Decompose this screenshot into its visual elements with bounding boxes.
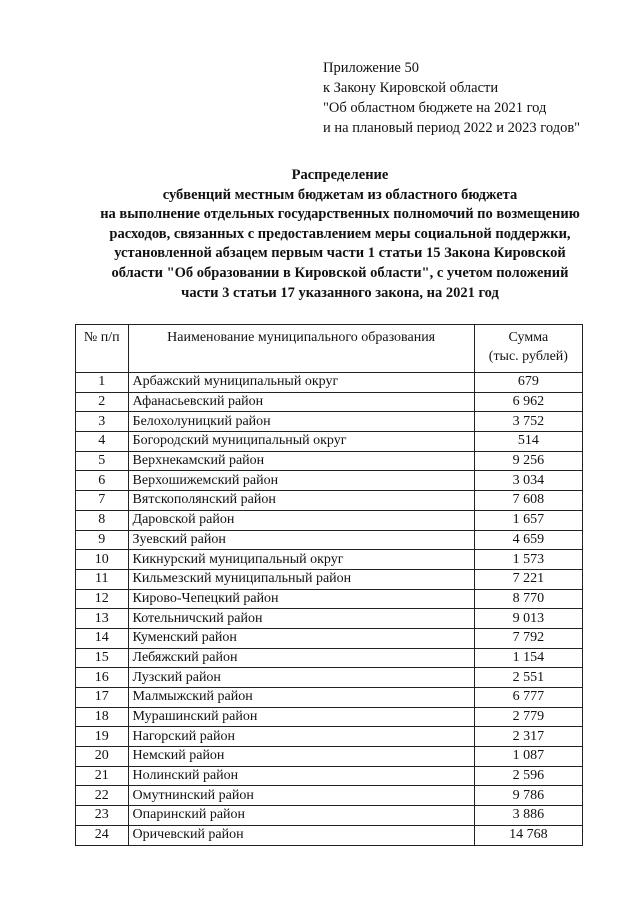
header-sum: [474, 325, 582, 373]
table-row: [76, 766, 583, 786]
table-row: [76, 806, 583, 826]
header-name: Наименование муниципального образования: [128, 325, 474, 373]
row-sum: 2 317: [474, 727, 582, 747]
row-number: 13: [76, 609, 129, 629]
row-sum: 8 770: [474, 589, 582, 609]
table-row: [76, 550, 583, 570]
row-name: Нолинский район: [128, 766, 474, 786]
title-line: расходов, связанных с предоставлением меры социальной поддержки,: [109, 225, 571, 242]
row-name: Малмыжский район: [128, 688, 474, 708]
table-row: [76, 688, 583, 708]
row-name: Лебяжский район: [128, 648, 474, 668]
row-name: Белохолуницкий район: [128, 412, 474, 432]
table-row: [76, 569, 583, 589]
row-number: 5: [76, 451, 129, 471]
appendix-block: [323, 58, 580, 138]
row-sum: 6 962: [474, 392, 582, 412]
table-row: [76, 471, 583, 491]
header-sum-unit: (тыс. рублей): [488, 349, 568, 364]
table-header-row: [76, 325, 583, 373]
row-sum: 2 551: [474, 668, 582, 688]
table-row: [76, 392, 583, 412]
row-sum: 3 752: [474, 412, 582, 432]
appendix-line: "Об областном бюджете на 2021 год: [323, 100, 547, 116]
title-line: Распределение: [291, 167, 389, 183]
row-number: 3: [76, 412, 129, 432]
row-sum: 6 777: [474, 688, 582, 708]
row-name: Нагорский район: [128, 727, 474, 747]
row-name: Куменский район: [128, 628, 474, 648]
row-sum: 4 659: [474, 530, 582, 550]
row-number: 7: [76, 491, 129, 511]
row-number: 23: [76, 806, 129, 826]
row-number: 2: [76, 392, 129, 412]
row-number: 14: [76, 628, 129, 648]
row-number: 4: [76, 432, 129, 452]
row-sum: 1 573: [474, 550, 582, 570]
row-sum: 1 087: [474, 747, 582, 767]
row-sum: 514: [474, 432, 582, 452]
table-row: [76, 432, 583, 452]
row-number: 20: [76, 747, 129, 767]
table-row: [76, 786, 583, 806]
row-number: 21: [76, 766, 129, 786]
table-row: [76, 727, 583, 747]
row-name: Верхошижемский район: [128, 471, 474, 491]
title-line: установленной абзацем первым части 1 статьи 15 Закона Кировской: [114, 245, 566, 262]
row-number: 8: [76, 510, 129, 530]
row-sum: 9 786: [474, 786, 582, 806]
row-sum: 3 034: [474, 471, 582, 491]
row-name: Даровской район: [128, 510, 474, 530]
table-row: [76, 648, 583, 668]
row-number: 6: [76, 471, 129, 491]
row-number: 16: [76, 668, 129, 688]
row-name: Вятскополянский район: [128, 491, 474, 511]
row-sum: 2 596: [474, 766, 582, 786]
appendix-line: и на плановый период 2022 и 2023 годов": [323, 120, 581, 136]
row-name: Котельничский район: [128, 609, 474, 629]
row-name: Кирово-Чепецкий район: [128, 589, 474, 609]
row-sum: 7 608: [474, 491, 582, 511]
row-name: Опаринский район: [128, 806, 474, 826]
row-number: 19: [76, 727, 129, 747]
appendix-line: Приложение 50: [323, 60, 419, 76]
row-sum: 7 792: [474, 628, 582, 648]
table-row: [76, 412, 583, 432]
title-line: области "Об образовании в Кировской области", с учетом положений: [111, 264, 569, 281]
row-number: 15: [76, 648, 129, 668]
table-body: [76, 373, 583, 846]
row-number: 17: [76, 688, 129, 708]
title-line: части 3 статьи 17 указанного закона, на 2021 год: [181, 284, 499, 301]
header-sum-line: Сумма: [508, 330, 549, 345]
table-row: [76, 747, 583, 767]
row-sum: 9 013: [474, 609, 582, 629]
table-row: [76, 825, 583, 845]
row-number: 1: [76, 373, 129, 393]
row-name: Немский район: [128, 747, 474, 767]
row-name: Мурашинский район: [128, 707, 474, 727]
table-row: [76, 510, 583, 530]
table-row: [76, 530, 583, 550]
row-sum: 2 779: [474, 707, 582, 727]
row-name: Верхнекамский район: [128, 451, 474, 471]
row-name: Омутнинский район: [128, 786, 474, 806]
row-sum: 679: [474, 373, 582, 393]
row-sum: 7 221: [474, 569, 582, 589]
row-number: 9: [76, 530, 129, 550]
table-row: [76, 707, 583, 727]
row-name: Афанасьевский район: [128, 392, 474, 412]
row-number: 12: [76, 589, 129, 609]
row-name: Оричевский район: [128, 825, 474, 845]
row-name: Кикнурский муниципальный округ: [128, 550, 474, 570]
row-name: Богородский муниципальный округ: [128, 432, 474, 452]
table-row: [76, 589, 583, 609]
row-name: Арбажский муниципальный округ: [128, 373, 474, 393]
title-line: субвенций местным бюджетам из областного бюджета: [162, 186, 518, 203]
table-row: [76, 451, 583, 471]
table-row: [76, 491, 583, 511]
table-row: [76, 668, 583, 688]
row-sum: 14 768: [474, 825, 582, 845]
table-row: [76, 373, 583, 393]
row-sum: 1 657: [474, 510, 582, 530]
document-title: [40, 166, 640, 303]
row-number: 18: [76, 707, 129, 727]
row-sum: 1 154: [474, 648, 582, 668]
row-name: Зуевский район: [128, 530, 474, 550]
row-sum: 9 256: [474, 451, 582, 471]
row-number: 11: [76, 569, 129, 589]
row-name: Лузский район: [128, 668, 474, 688]
header-number: № п/п: [76, 325, 129, 373]
row-sum: 3 886: [474, 806, 582, 826]
distribution-table: [75, 324, 583, 846]
appendix-line: к Закону Кировской области: [323, 80, 499, 96]
table-row: [76, 609, 583, 629]
title-line: на выполнение отдельных государственных полномочий по возмещению: [100, 206, 580, 223]
row-number: 10: [76, 550, 129, 570]
row-name: Кильмезский муниципальный район: [128, 569, 474, 589]
row-number: 22: [76, 786, 129, 806]
row-number: 24: [76, 825, 129, 845]
table-row: [76, 628, 583, 648]
